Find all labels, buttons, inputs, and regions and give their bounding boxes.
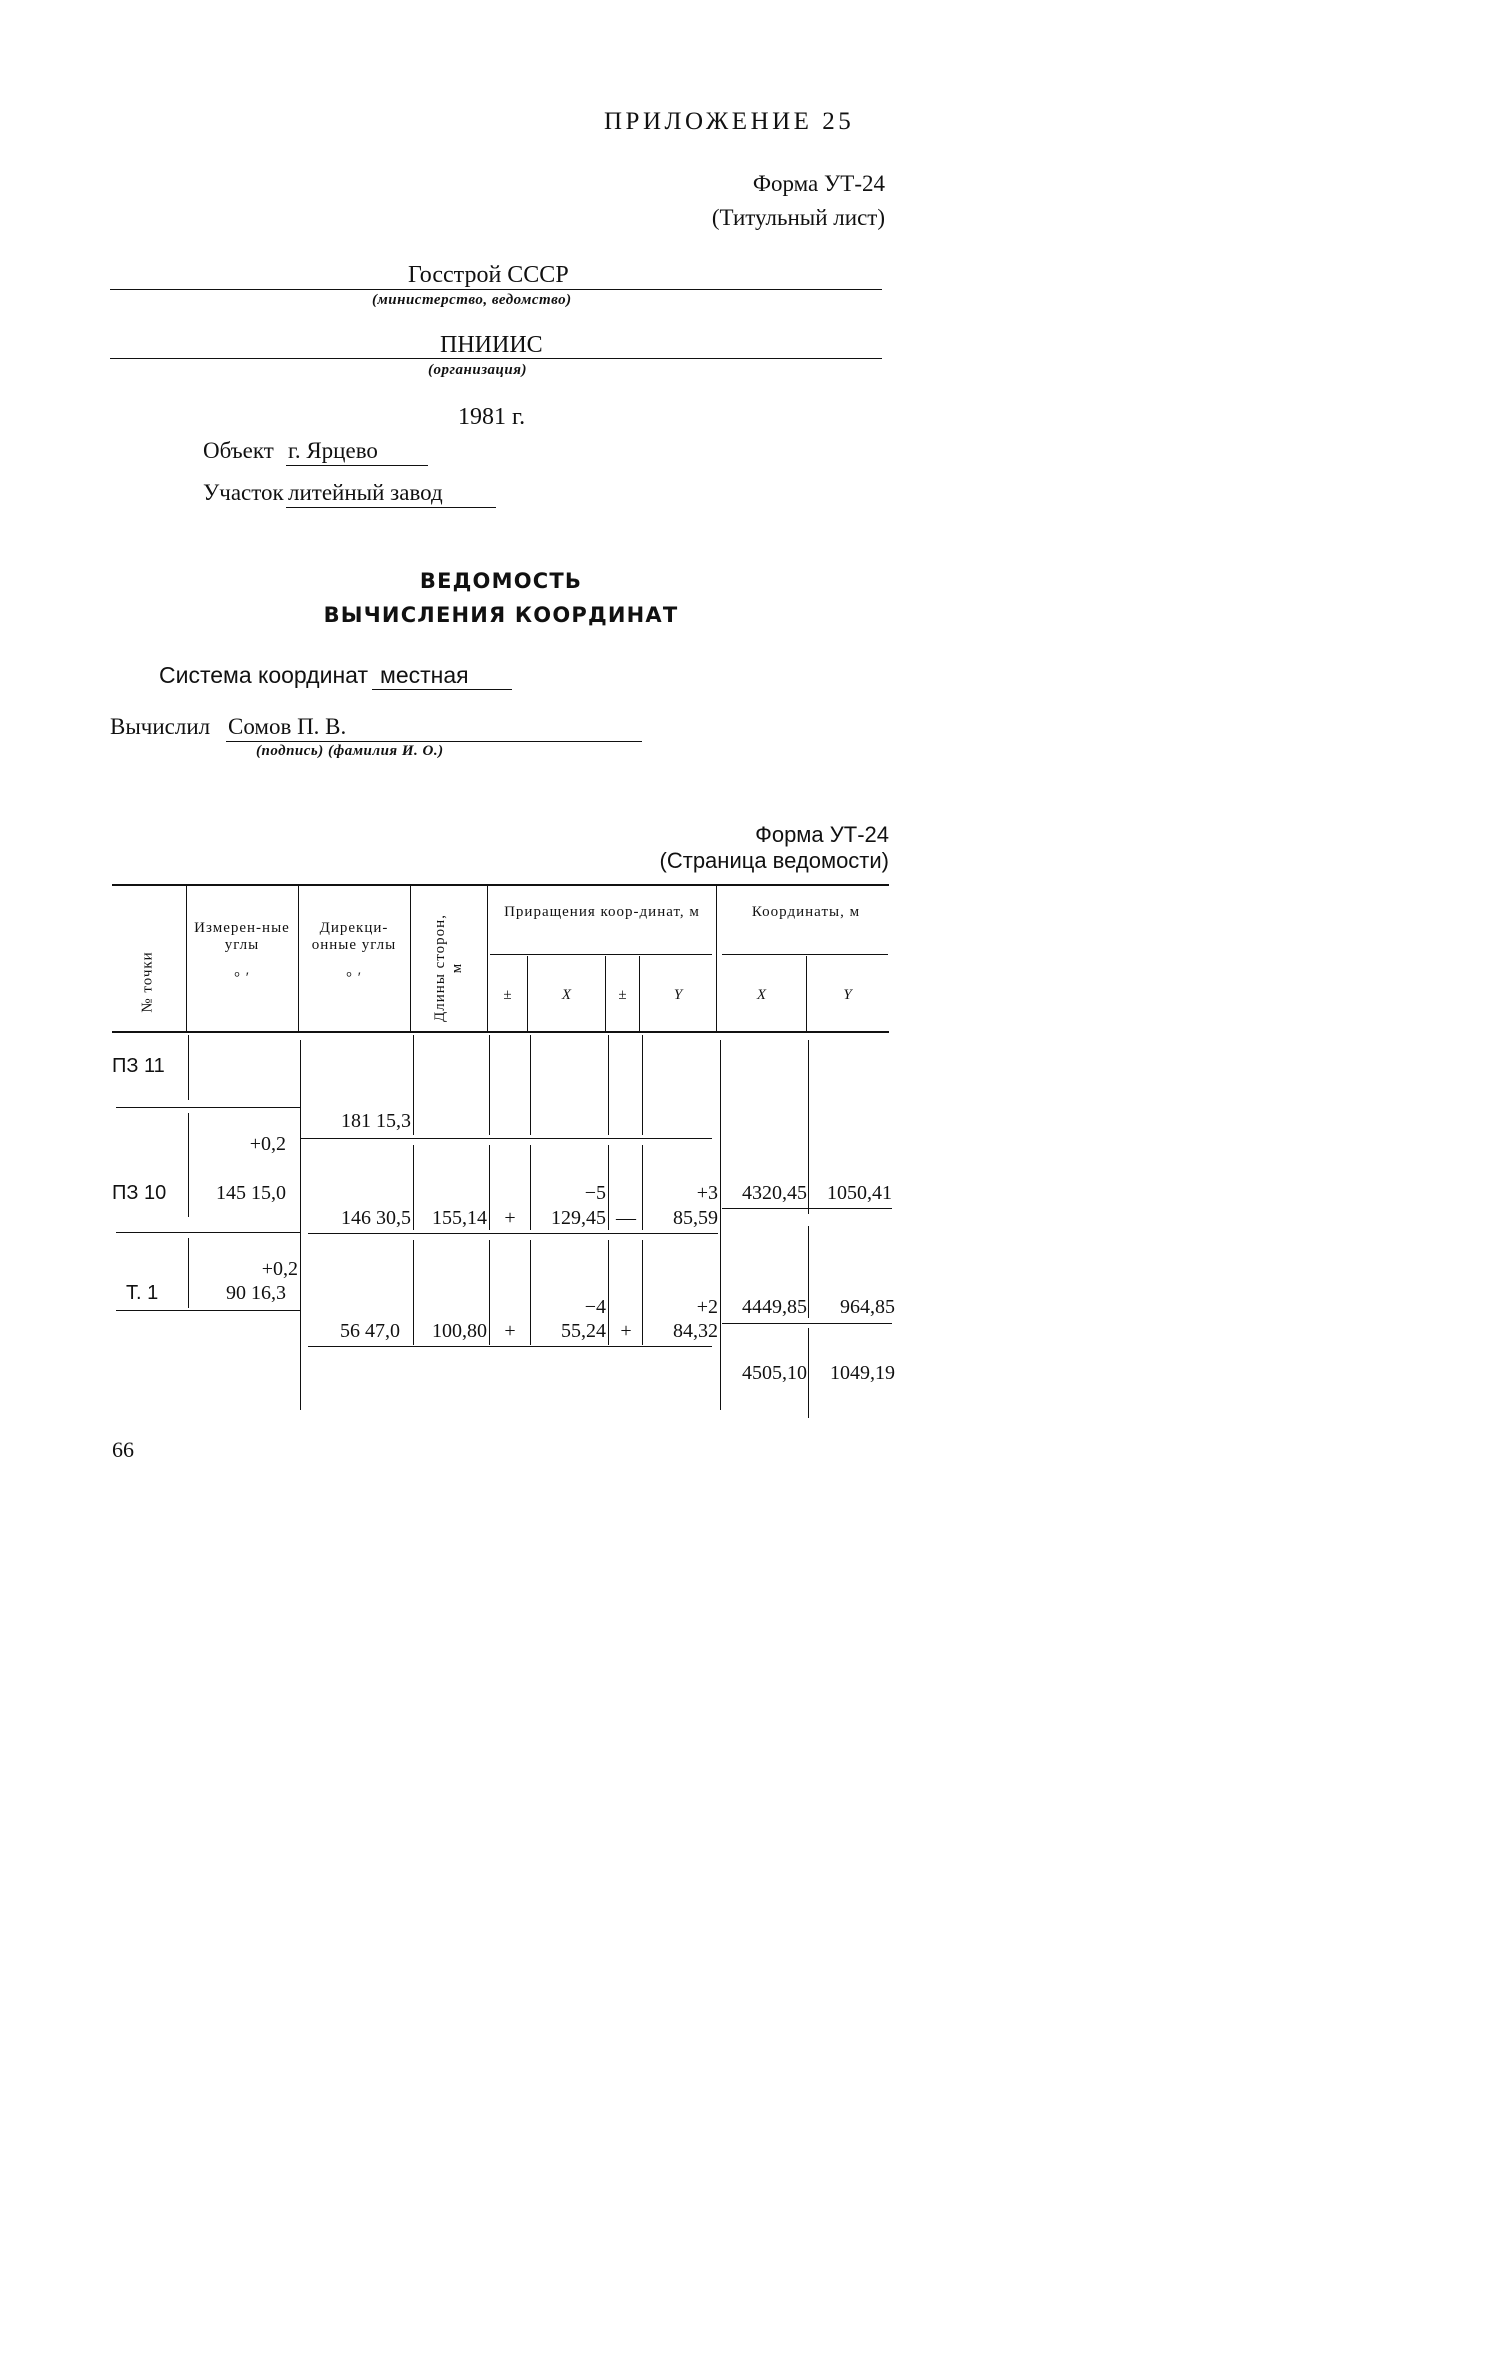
hdr-sign-y: ± [618, 987, 628, 1003]
body-vl-6a [608, 1035, 609, 1135]
body-vl-1b [188, 1113, 189, 1217]
dy-3: 84,32 [673, 1320, 718, 1342]
hdr-sep-6 [605, 956, 606, 1031]
body-hl-4 [116, 1232, 300, 1233]
coordinates-subheader-rule [722, 954, 888, 955]
object-value: г. Ярцево [288, 438, 378, 463]
computed-label: Вычислил [110, 714, 211, 739]
year: 1981 г. [458, 404, 526, 430]
section-line [286, 507, 496, 508]
organization-line [110, 358, 882, 359]
ministry-line [110, 289, 882, 290]
body-hl-8 [308, 1346, 712, 1347]
header-bottom-rule [112, 1031, 889, 1033]
body-vl-4a [489, 1035, 490, 1135]
body-vl-6c [608, 1240, 609, 1345]
body-vl-7a [642, 1035, 643, 1135]
angle-correction-1: +0,2 [249, 1133, 286, 1155]
ministry-caption: (министерство, ведомство) [372, 292, 572, 308]
sign-x-3: + [504, 1320, 516, 1342]
hdr-deg-min-1: ° ′ [233, 970, 251, 986]
object-label: Объект [203, 438, 274, 463]
body-vl-9b [808, 1226, 809, 1318]
side-length-3: 100,80 [432, 1320, 487, 1342]
table-top-rule [112, 884, 889, 886]
dy-2: 85,59 [673, 1207, 718, 1229]
sign-y-2: — [616, 1207, 636, 1229]
hdr-sep-7 [639, 956, 640, 1031]
system-label: Система координат [159, 662, 368, 688]
section-label: Участок [203, 480, 284, 505]
hdr-sep-3 [410, 886, 411, 1031]
doc-title-line1: ВЕДОМОСТЬ [419, 569, 583, 593]
body-vl-6b [608, 1145, 609, 1230]
measured-angle-t1: 90 16,3 [226, 1282, 286, 1304]
coord-y-last: 1049,19 [830, 1362, 895, 1384]
body-vl-5a [530, 1035, 531, 1135]
sheet-form-subtitle: (Страница ведомости) [659, 848, 889, 873]
hdr-sep-5 [527, 956, 528, 1031]
hdr-x-increment: X [561, 987, 573, 1003]
body-vl-4c [489, 1240, 490, 1345]
body-vl-1c [188, 1238, 189, 1308]
organization: ПНИИИС [440, 332, 543, 358]
object-line [286, 465, 428, 466]
sign-y-3: + [620, 1320, 632, 1342]
computed-caption: (подпись) (фамилия И. О.) [256, 743, 444, 759]
dx-2: 129,45 [551, 1207, 606, 1229]
hdr-coordinates: Координаты, м [751, 904, 861, 920]
hdr-side-lengths: Длины сторон, м [432, 914, 465, 1022]
dy-correction-2: +3 [696, 1182, 718, 1204]
dx-correction-2: −5 [584, 1182, 606, 1204]
coord-x-last: 4505,10 [742, 1362, 807, 1384]
organization-caption: (организация) [428, 362, 527, 378]
hdr-sep-9 [806, 956, 807, 1031]
sign-x-2: + [504, 1207, 516, 1229]
body-vl-2a [300, 1040, 301, 1410]
hdr-sign-x: ± [503, 987, 513, 1003]
body-hl-7 [722, 1323, 892, 1324]
point-pz10: ПЗ 10 [112, 1182, 167, 1204]
dx-3: 55,24 [561, 1320, 606, 1342]
coord-x-t1: 4449,85 [742, 1296, 807, 1318]
directional-angle-3: 56 47,0 [340, 1320, 400, 1342]
body-vl-9a [808, 1040, 809, 1214]
hdr-deg-min-2: ° ′ [345, 970, 363, 986]
hdr-point-no: № точки [139, 951, 156, 1013]
hdr-directional-angles: Дирекци-онные углы [311, 920, 397, 953]
hdr-increments: Приращения коор-динат, м [504, 904, 700, 920]
section-value: литейный завод [288, 480, 443, 505]
hdr-sep-8 [716, 886, 717, 1031]
coord-y-pz10: 1050,41 [827, 1182, 892, 1204]
increments-subheader-rule [490, 954, 712, 955]
measured-angle-pz10: 145 15,0 [216, 1182, 286, 1204]
system-line [372, 689, 512, 690]
computed-line [226, 741, 642, 742]
directional-angle-2: 146 30,5 [341, 1207, 411, 1229]
side-length-2: 155,14 [432, 1207, 487, 1229]
body-vl-1a [188, 1035, 189, 1100]
body-hl-3 [722, 1208, 892, 1209]
point-t1: Т. 1 [126, 1282, 159, 1304]
computed-value: Сомов П. В. [228, 714, 347, 739]
coord-x-pz10: 4320,45 [742, 1182, 807, 1204]
coord-y-t1: 964,85 [840, 1296, 895, 1318]
sheet-form-title: Форма УТ-24 [755, 822, 889, 847]
body-vl-8a [720, 1040, 721, 1410]
body-hl-2 [300, 1138, 712, 1139]
body-vl-4b [489, 1145, 490, 1230]
form-subtitle: (Титульный лист) [711, 205, 885, 230]
body-vl-9c [808, 1328, 809, 1418]
page-number: 66 [112, 1437, 134, 1462]
hdr-y-coordinate: Y [843, 987, 853, 1003]
hdr-y-increment: Y [673, 987, 684, 1003]
hdr-measured-angles: Измерен-ные углы [194, 920, 290, 953]
body-vl-3a [413, 1035, 414, 1135]
ministry: Госстрой СССР [408, 262, 569, 288]
directional-angle-1: 181 15,3 [341, 1110, 411, 1132]
hdr-sep-4 [487, 886, 488, 1031]
dx-correction-3: −4 [584, 1296, 606, 1318]
body-hl-5 [308, 1233, 718, 1234]
hdr-sep-2 [298, 886, 299, 1031]
point-pz11: ПЗ 11 [112, 1055, 165, 1077]
form-title: Форма УТ-24 [752, 171, 885, 196]
hdr-x-coordinate: X [756, 987, 768, 1003]
doc-title-line2: ВЫЧИСЛЕНИЯ КООРДИНАТ [323, 603, 679, 627]
body-hl-6 [116, 1310, 300, 1311]
system-value: местная [380, 662, 469, 688]
dy-correction-3: +2 [696, 1296, 718, 1318]
body-hl-1 [116, 1107, 300, 1108]
appendix-label: ПРИЛОЖЕНИЕ 25 [604, 108, 855, 135]
angle-correction-2: +0,2 [261, 1258, 298, 1280]
hdr-sep-1 [186, 886, 187, 1031]
